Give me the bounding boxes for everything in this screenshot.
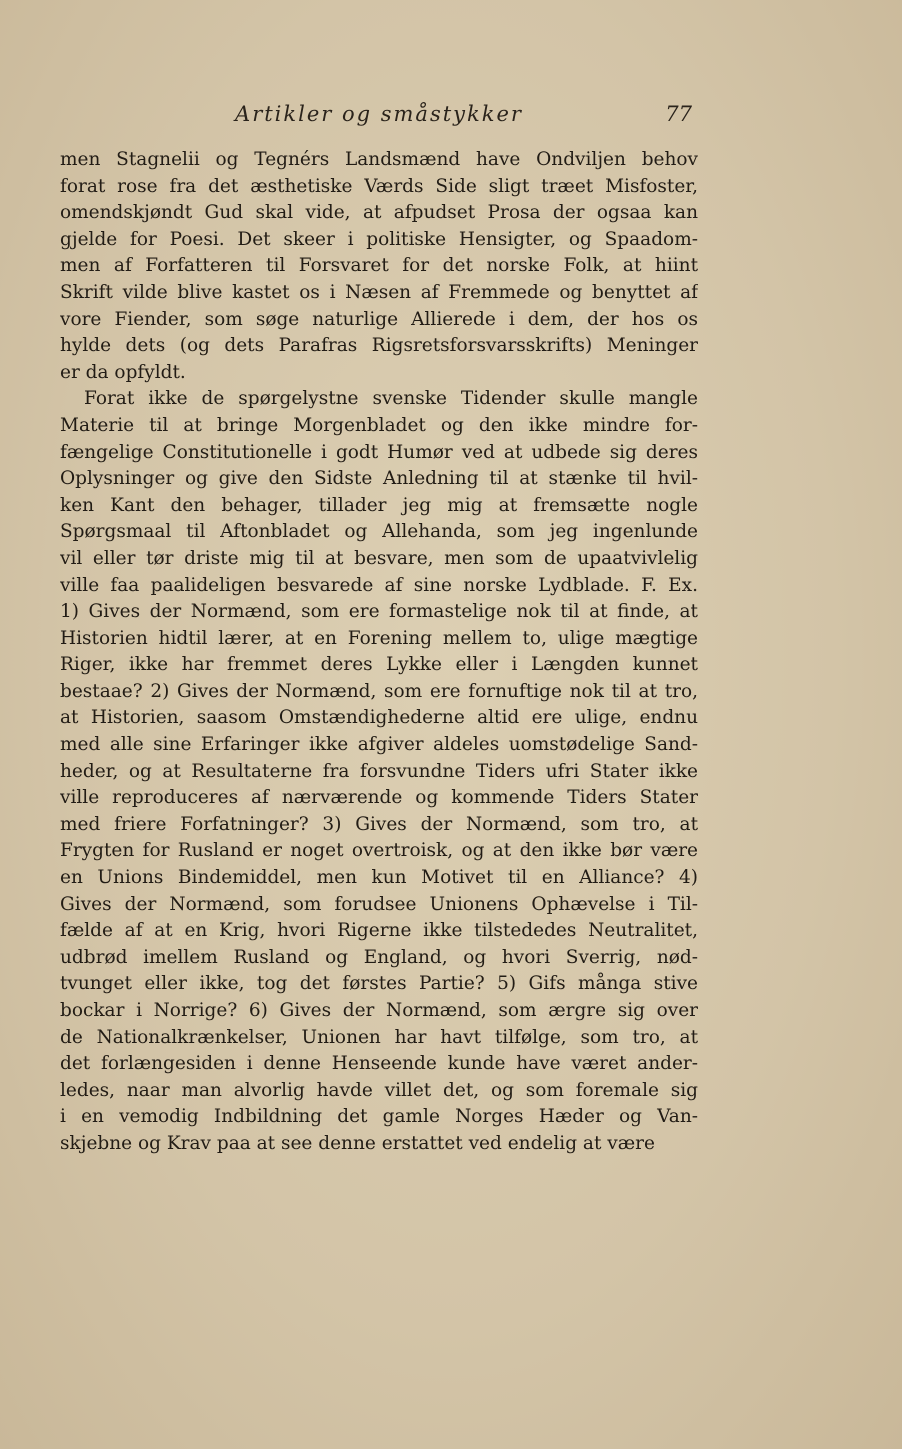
text-line: at Historien, saasom Omstændighederne altid ere ulige, endnu xyxy=(60,707,698,729)
text-line: Gives der Normænd, som forudsee Unionens Ophævelse i Til- xyxy=(60,893,698,915)
text-line: ken Kant den behager, tillader jeg mig at fremsætte nogle xyxy=(60,494,698,516)
text-line: med friere Forfatninger? 3) Gives der Normænd, som tro, at xyxy=(60,813,698,835)
text-line: udbrød imellem Rusland og England, og hvori Sverrig, nød- xyxy=(60,946,698,968)
text-line: Skrift vilde blive kastet os i Næsen af Fremmede og benyttet af xyxy=(60,281,698,303)
text-line: en Unions Bindemiddel, men kun Motivet til en Alliance? 4) xyxy=(60,867,698,889)
text-line: forat rose fra det æsthetiske Værds Side sligt træet Misfoster, xyxy=(60,175,698,197)
text-line: bockar i Norrige? 6) Gives der Normænd, som ærgre sig over xyxy=(60,1000,698,1021)
text-line: fælde af at en Krig, hvori Rigerne ikke tilstededes Neutralitet, xyxy=(60,920,698,942)
page-number: 77 xyxy=(665,102,692,126)
text-line: men Stagnelii og Tegnérs Landsmænd have Ondviljen behov xyxy=(60,149,698,170)
text-line: er da opfyldt. xyxy=(60,361,186,383)
text-line: Riger, ikke har fremmet deres Lykke eller i Længden kunnet xyxy=(60,654,698,676)
text-line: bestaae? 2) Gives der Normænd, som ere fornuftige nok til at tro, xyxy=(60,680,698,702)
text-line: ville faa paalideligen besvarede af sine norske Lydblade. F. Ex. xyxy=(60,574,698,596)
text-line: skjebne og Krav paa at see denne erstattet ved endelig at være xyxy=(60,1132,655,1154)
text-line: vore Fiender, som søge naturlige Allierede i dem, der hos os xyxy=(60,308,698,330)
text-line: omendskjøndt Gud skal vide, at afpudset Prosa der ogsaa kan xyxy=(60,202,698,224)
body-text xyxy=(60,147,698,1158)
text-line: ledes, naar man alvorlig havde villet det, og som foremale sig xyxy=(60,1079,698,1101)
text-line: vil eller tør driste mig til at besvare, men som de upaatvivlelig xyxy=(60,547,698,569)
running-title: Artikler og småstykker xyxy=(235,102,523,126)
text-line: Oplysninger og give den Sidste Anledning til at stænke til hvil- xyxy=(60,468,698,490)
text-line: fængelige Constitutionelle i godt Humør ved at udbede sig deres xyxy=(60,441,698,463)
text-line: i en vemodig Indbildning det gamle Norges Hæder og Van- xyxy=(60,1106,698,1128)
text-line: de Nationalkrænkelser, Unionen har havt tilfølge, som tro, at xyxy=(60,1026,698,1048)
text-line: gjelde for Poesi. Det skeer i politiske Hensigter, og Spaadom- xyxy=(60,228,698,250)
text-line: Spørgsmaal til Aftonbladet og Allehanda, som jeg ingenlunde xyxy=(60,521,698,543)
text-line: Forat ikke de spørgelystne svenske Tidender skulle mangle xyxy=(84,388,698,410)
text-line: Frygten for Rusland er noget overtroisk, og at den ikke bør være xyxy=(60,840,698,862)
text-line: ville reproduceres af nærværende og kommende Tiders Stater xyxy=(60,787,698,809)
text-line: Historien hidtil lærer, at en Forening mellem to, ulige mægtige xyxy=(60,627,698,649)
running-head xyxy=(60,96,698,136)
text-line: med alle sine Erfaringer ikke afgiver aldeles uomstødelige Sand- xyxy=(60,734,698,756)
text-line: tvunget eller ikke, tog det førstes Partie? 5) Gifs många stive xyxy=(60,973,698,995)
text-line: hylde dets (og dets Parafras Rigsretsforsvarsskrifts) Meninger xyxy=(60,335,698,357)
text-line: det forlængesiden i denne Henseende kunde have været ander- xyxy=(60,1053,698,1075)
text-line: 1) Gives der Normænd, som ere formastelige nok til at finde, at xyxy=(60,601,698,623)
text-line: Materie til at bringe Morgenbladet og den ikke mindre for- xyxy=(60,414,698,436)
text-line: heder, og at Resultaterne fra forsvundne Tiders ufri Stater ikke xyxy=(60,760,698,782)
text-line: men af Forfatteren til Forsvaret for det norske Folk, at hiint xyxy=(60,255,698,277)
